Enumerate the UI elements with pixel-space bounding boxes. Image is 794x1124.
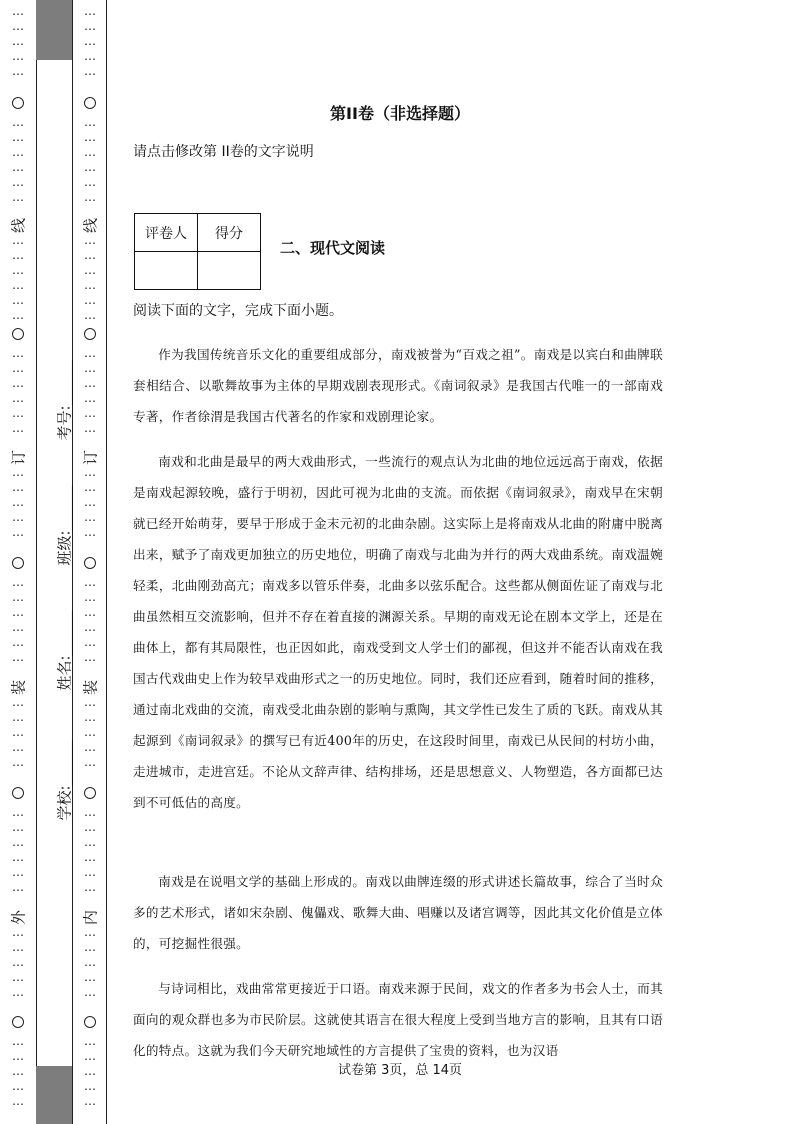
paragraph-3: 南戏是在说唱文学的基础上形成的。南戏以曲牌连缀的形式讲述长篇故事，综合了当时众多的艺术形式，诸如宋杂剧、傀儡戏、歌舞大曲、唱赚以及诸宫调等，因此其文化价值是立体的，可挖掘性很强。 xyxy=(133,874,663,951)
outer-binding-circle xyxy=(12,557,24,569)
outer-dotted-line: … … … … … … xyxy=(12,346,24,435)
outer-binding-circle xyxy=(12,787,24,799)
name-field[interactable]: 姓名:______ xyxy=(55,610,74,691)
grader-cell[interactable] xyxy=(135,252,198,290)
inner-dotted-line: … … … … … … xyxy=(84,575,96,664)
class-label: 班级: xyxy=(55,530,74,566)
reading-instruction: 阅读下面的文字，完成下面小题。 xyxy=(133,303,343,319)
inner-dotted-line: … … … … … … xyxy=(84,233,96,322)
inner-dotted-line: … … … … … xyxy=(84,465,96,539)
score-table xyxy=(134,213,261,290)
outer-dotted-line: … … … … … … xyxy=(12,233,24,322)
inner-binding-marker: 装 xyxy=(81,680,100,696)
school-field[interactable]: 学校:______ xyxy=(55,740,74,821)
inner-binding-circle xyxy=(84,328,96,340)
page-footer: 试卷第 3页，总 14页 xyxy=(337,1063,463,1078)
inner-binding-circle xyxy=(84,97,96,109)
margin-shade-top xyxy=(36,0,72,60)
inner-dotted-line: … … … … … xyxy=(84,925,96,999)
outer-binding-marker: 订 xyxy=(9,450,28,466)
outer-binding-circle xyxy=(12,97,24,109)
inner-dotted-line: … … … … … … xyxy=(84,805,96,894)
exam-number-field[interactable]: 考号:______ xyxy=(55,360,74,441)
inner-binding-circle xyxy=(84,1016,96,1028)
outer-dotted-line: … … … … … xyxy=(12,465,24,539)
section-note[interactable]: 请点击修改第 II卷的文字说明 xyxy=(133,144,314,160)
outer-binding-marker: 外 xyxy=(9,910,28,926)
score-header: 得分 xyxy=(198,214,261,252)
inner-binding-marker: 内 xyxy=(81,910,100,926)
outer-dotted-line: … … … … … … xyxy=(12,575,24,664)
grader-header: 评卷人 xyxy=(135,214,198,252)
outer-binding-marker: 线 xyxy=(9,218,28,234)
paragraph-4: 与诗词相比，戏曲常常更接近于口语。南戏来源于民间，戏文的作者多为书会人士，而其面向的观众群也多为市民阶层。这就使其语言在很大程度上受到当地方言的影响，且其有口语化的特点。这就为我们今天研究地域性的方言提供了宝贵的资料，也为汉语 xyxy=(133,981,663,1058)
outer-binding-marker: 装 xyxy=(9,680,28,696)
outer-dotted-line: … … … … … … xyxy=(12,805,24,894)
score-cell[interactable] xyxy=(198,252,261,290)
inner-binding-circle xyxy=(84,557,96,569)
inner-dotted-line: … … … … … xyxy=(84,1034,96,1108)
outer-dotted-line: … … … … … … xyxy=(12,115,24,204)
inner-dotted-line: … … … … … xyxy=(84,695,96,769)
inner-dotted-line: … … … … … xyxy=(84,4,96,78)
paragraph-1: 作为我国传统音乐文化的重要组成部分，南戏被誉为“百戏之祖”。南戏是以宾白和曲牌联套相结合、以歌舞故事为主体的早期戏剧表现形式。《南词叙录》是我国古代唯一的一部南戏专著，作者徐渭是我国古代著名的作家和戏剧理论家。 xyxy=(133,347,663,424)
school-label: 学校: xyxy=(55,785,74,821)
outer-binding-circle xyxy=(12,328,24,340)
paragraph-2: 南戏和北曲是最早的两大戏曲形式，一些流行的观点认为北曲的地位远远高于南戏，依据是南戏起源较晚，盛行于明初，因此可视为北曲的支流。而依据《南词叙录》，南戏早在宋朝就已经开始萌芽，要早于形成于金末元初的北曲杂剧。这实际上是将南戏从北曲的附庸中脱离出来，赋予了南戏更加独立的历史地位，明确了南戏与北曲为并行的两大戏曲系统。南戏温婉轻柔，北曲刚劲高亢；南戏多以管乐伴奏，北曲多以弦乐配合。这些都从侧面佐证了南戏与北曲虽然相互交流影响，但并不存在着直接的渊源关系。早期的南戏无论在剧本文学上，还是在曲体上，都有其局限性，也正因如此，南戏受到文人学士们的鄙视，但这并不能否认南戏在我国古代戏曲史上作为较早戏曲形式之一的历史地位。同时，我们还应看到，随着时间的推移，通过南北戏曲的交流，南戏受北曲杂剧的影响与熏陶，其文学性已发生了质的飞跃。南戏从其起源到《南词叙录》的撰写已有近400年的历史，在这段时间里，南戏已从民间的村坊小曲，走进城市，走进宫廷。不论从文辞声律、结构排场，还是思想意义、人物塑造，各方面都已达到不可低估的高度。 xyxy=(133,454,663,810)
inner-binding-marker: 订 xyxy=(81,450,100,466)
page-title: 第II卷（非选择题） xyxy=(330,104,470,123)
inner-binding-circle xyxy=(84,787,96,799)
inner-dotted-line: … … … … … … xyxy=(84,346,96,435)
exam-number-label: 考号: xyxy=(55,405,74,441)
inner-binding-marker: 线 xyxy=(81,218,100,234)
outer-dotted-line: … … … … … xyxy=(12,695,24,769)
outer-dotted-line: … … … … … xyxy=(12,4,24,78)
outer-binding-circle xyxy=(12,1016,24,1028)
inner-dotted-line: … … … … … … xyxy=(84,115,96,204)
outer-dotted-line: … … … … … xyxy=(12,1034,24,1108)
section-heading: 二、现代文阅读 xyxy=(280,239,386,257)
margin-shade-bottom xyxy=(36,1066,72,1124)
class-field[interactable]: 班级:______ xyxy=(55,485,74,566)
outer-dotted-line: … … … … … xyxy=(12,925,24,999)
name-label: 姓名: xyxy=(55,655,74,691)
